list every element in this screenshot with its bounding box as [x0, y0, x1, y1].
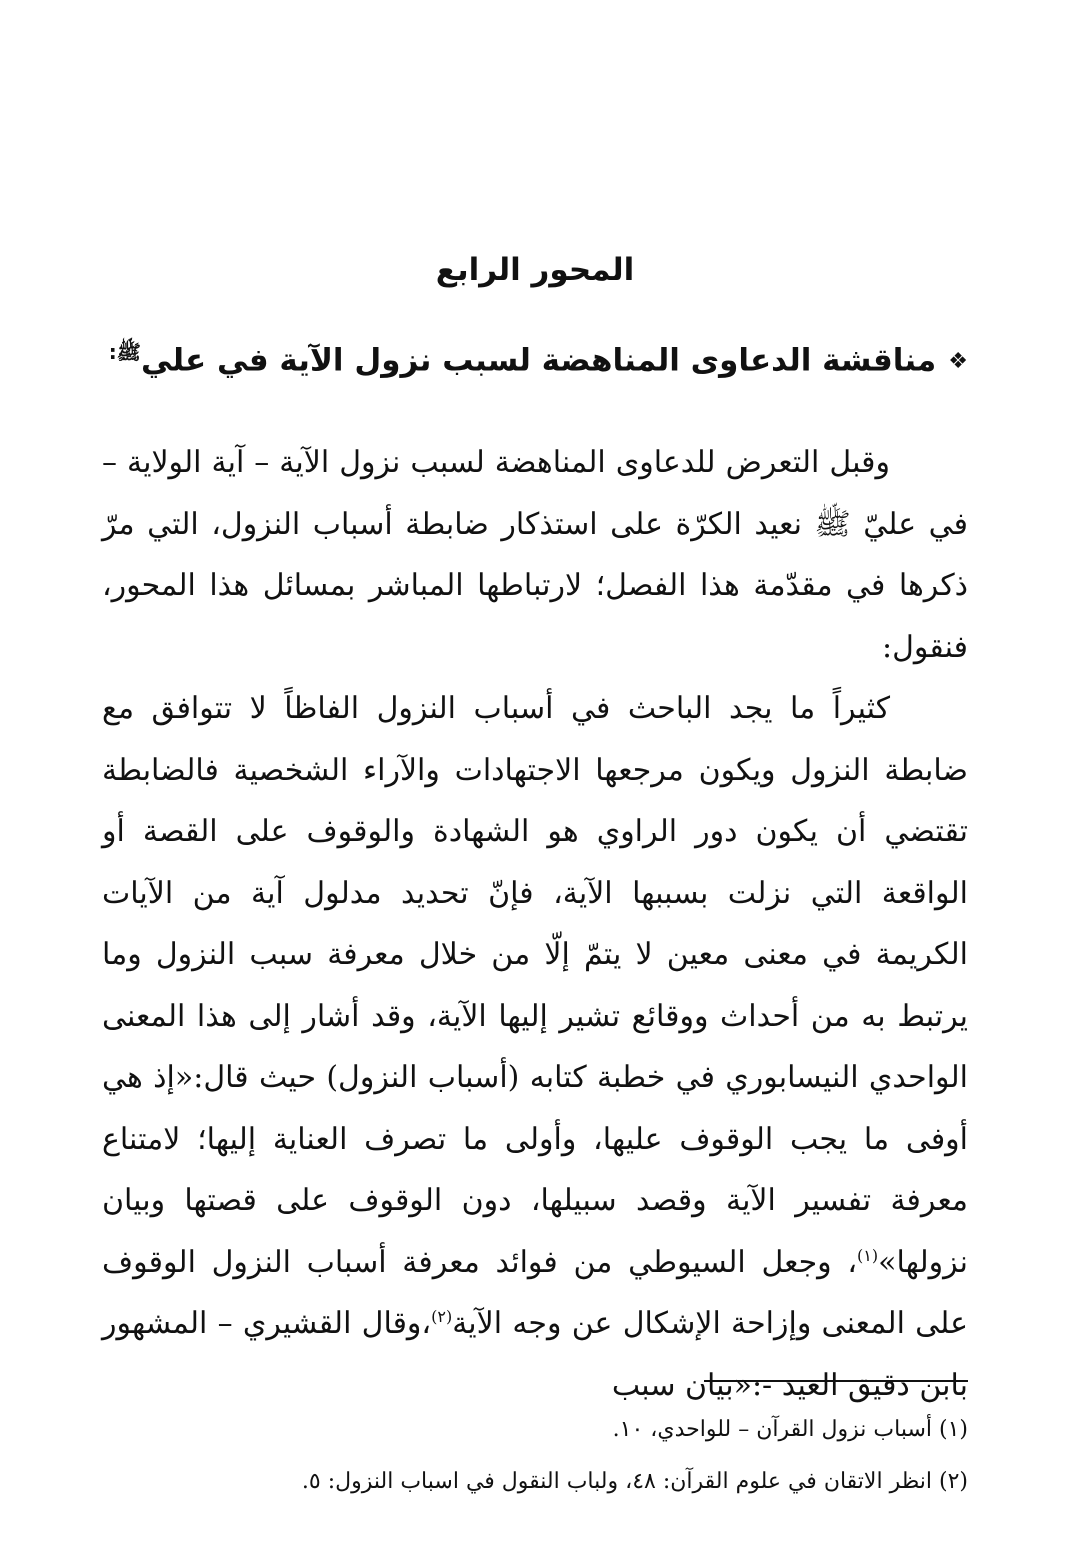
section-title: المحور الرابع [435, 252, 635, 288]
footnote-divider [704, 1380, 968, 1382]
body-text [102, 432, 968, 1416]
footnotes [102, 1404, 968, 1508]
subheading-text: مناقشة الدعاوى المناهضة لسبب نزول الآية في علي [140, 342, 937, 379]
paragraph-1: وقبل التعرض للدعاوى المناهضة لسبب نزول الآية – آية الولاية – في عليّ ﷺ نعيد الكرّة على استذكار ضابطة أسباب النزول، التي مرّ ذكرها في مقدّمة هذا الفصل؛ لارتباطها المباشر بمسائل هذا المحور، فنقول: [102, 445, 968, 665]
honorific-glyph: ﷺ: [108, 340, 141, 364]
diamond-bullet-icon: ❖ [948, 349, 968, 375]
paragraph-2 [102, 678, 968, 1416]
paragraph-2-part-a: كثيراً ما يجد الباحث في أسباب النزول الفاظاً لا تتوافق مع ضابطة النزول ويكون مرجعها الاجتهادات والآراء الشخصية فالضابطة تقتضي أن يكون دور الراوي هو الشهادة والوقوف على القصة أو الواقعة التي نزلت بسببها الآية، فإنّ تحديد مدلول آية من الآيات الكريمة في معنى معين لا يتمّ إلّا من خلال معرفة سبب النزول وما يرتبط به من أحداث ووقائع تشير إليها الآية، وقد أشار إلى هذا المعنى الواحدي النيسابوري في خطبة كتابه (أسباب النزول) حيث قال:«إذ هي أوفى ما يجب الوقوف عليها، وأولى ما تصرف العناية إليها؛ لامتناع معرفة تفسير الآية وقصد سبيلها، دون الوقوف على قصتها وبيان نزولها» [102, 691, 968, 1280]
footnote-1: (١) أسباب نزول القرآن – للواحدي، ١٠. [612, 1417, 968, 1442]
subheading [100, 340, 968, 378]
footnote-ref-1[interactable]: (١) [857, 1245, 879, 1265]
footnote-ref-2[interactable]: (٢) [431, 1307, 453, 1326]
paragraph-2-part-b: ، وجعل السيوطي من فوائد معرفة أسباب النزول الوقوف على المعنى وإزاحة الإشكال عن وجه الآية [102, 1244, 968, 1341]
footnote-2: (٢) انظر الاتقان في علوم القرآن: ٤٨، ولباب النقول في اسباب النزول: ٥. [301, 1469, 968, 1494]
paragraph-2-part-c: ،وقال القشيري – المشهور بابن دقيق العيد -:«بيان سبب [102, 1306, 968, 1403]
